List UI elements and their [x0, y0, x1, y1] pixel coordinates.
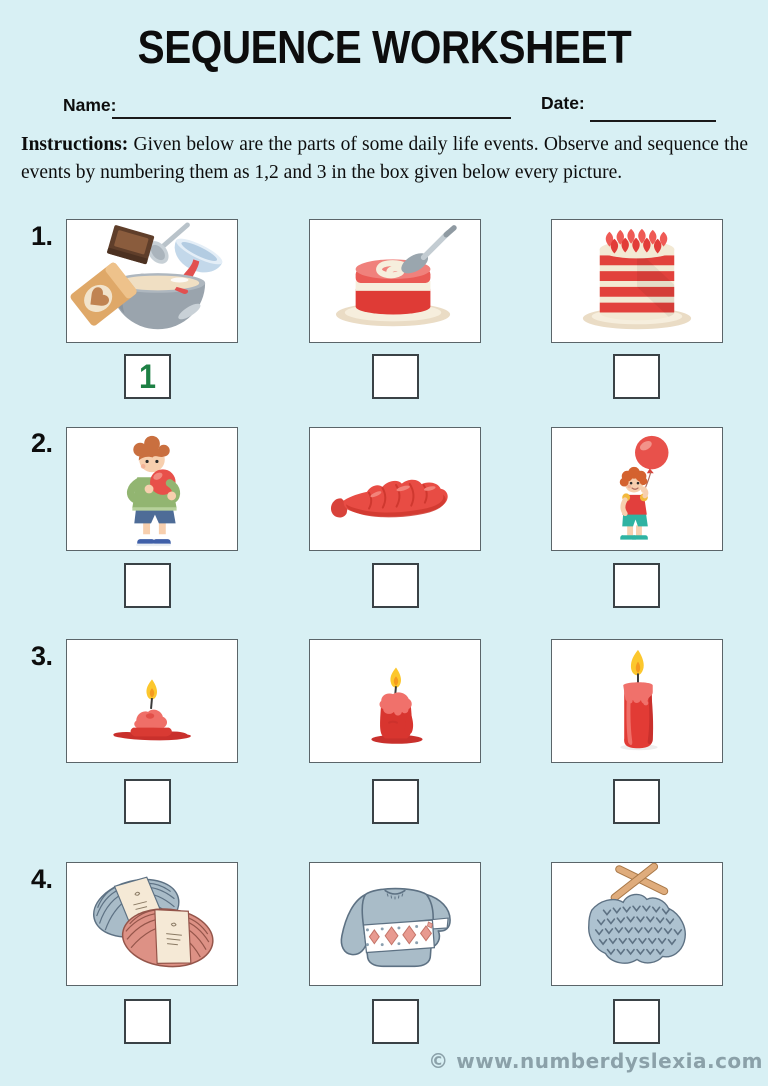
answer-box-3-3[interactable]: [613, 779, 660, 824]
yarn-balls-illustration: [67, 863, 237, 985]
mixing-ingredients-illustration: [67, 220, 237, 342]
name-label: Name:: [63, 95, 117, 115]
answer-box-4-3[interactable]: [613, 999, 660, 1044]
frosting-cake-illustration: [310, 220, 480, 342]
row-1-number: 1.: [31, 221, 53, 251]
picture-box-melted-candle: [66, 639, 238, 763]
page-title: SEQUENCE WORKSHEET: [137, 21, 631, 73]
answer-box-2-1[interactable]: [124, 563, 171, 608]
answer-box-2-3[interactable]: [613, 563, 660, 608]
picture-box-boy-blowing-balloon: [66, 427, 238, 551]
answer-box-2-2[interactable]: [372, 563, 419, 608]
instructions-label: Instructions:: [21, 134, 129, 155]
row-4-number: 4.: [31, 864, 53, 894]
half-melted-candle-illustration: [310, 640, 480, 762]
picture-box-sweater: [309, 862, 481, 986]
picture-box-mixing-ingredients: [66, 219, 238, 343]
picture-box-new-candle: [551, 639, 723, 763]
instructions-body: Given below are the parts of some daily life events. Observe and sequence the events by numbering them as 1,2 and 3 in the box given below every picture.: [21, 134, 749, 184]
instructions-text: [21, 131, 748, 188]
name-line[interactable]: [112, 117, 511, 119]
row-3-number: 3.: [31, 641, 53, 671]
new-candle-illustration: [552, 640, 722, 762]
answer-box-3-2[interactable]: [372, 779, 419, 824]
date-label: Date:: [541, 93, 585, 113]
boy-blowing-balloon-illustration: [67, 428, 237, 550]
picture-box-frosting-cake: [309, 219, 481, 343]
picture-box-deflated-balloon: [309, 427, 481, 551]
picture-box-yarn-balls: [66, 862, 238, 986]
answer-box-4-2[interactable]: [372, 999, 419, 1044]
picture-box-knitting: [551, 862, 723, 986]
answer-box-1-3[interactable]: [613, 354, 660, 399]
answer-box-1-2[interactable]: [372, 354, 419, 399]
date-line[interactable]: [590, 120, 716, 122]
picture-box-strawberry-cake: [551, 219, 723, 343]
footer-copyright: © www.numberdyslexia.com: [428, 1049, 763, 1073]
picture-box-boy-holding-balloon: [551, 427, 723, 551]
boy-holding-balloon-illustration: [552, 428, 722, 550]
answer-box-1-1[interactable]: [124, 354, 171, 399]
strawberry-cake-illustration: [552, 220, 722, 342]
knitting-illustration: [552, 863, 722, 985]
answer-value: 1: [138, 357, 157, 396]
answer-box-3-1[interactable]: [124, 779, 171, 824]
deflated-balloon-illustration: [310, 428, 480, 550]
answer-box-4-1[interactable]: [124, 999, 171, 1044]
melted-candle-illustration: [67, 640, 237, 762]
sweater-illustration: [310, 863, 480, 985]
picture-box-half-melted-candle: [309, 639, 481, 763]
row-2-number: 2.: [31, 428, 53, 458]
